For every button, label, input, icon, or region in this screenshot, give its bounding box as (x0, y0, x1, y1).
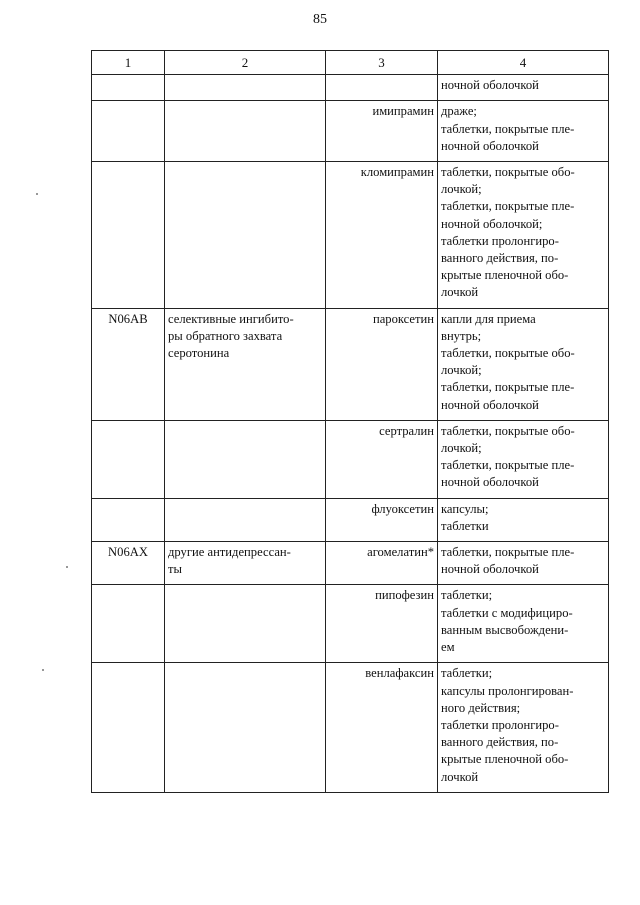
dosage-form-line: таблетки, покрытые обо- (441, 346, 575, 361)
dosage-forms-cell (438, 542, 609, 585)
dosage-forms-cell (438, 585, 609, 663)
group-cell (165, 162, 326, 309)
group-line: другие антидепрессан- (168, 545, 291, 560)
header-col-2: 2 (165, 51, 326, 75)
dosage-form-line: таблетки, покрытые обо- (441, 423, 575, 438)
atc-code-cell (92, 585, 165, 663)
dosage-form-line: таблетки, покрытые пле- (441, 545, 575, 560)
inn-cell: венлафаксин (326, 663, 438, 792)
dosage-forms-cell (438, 162, 609, 309)
drug-table (91, 50, 609, 793)
dosage-form-line: ванного действия, по- (441, 251, 559, 266)
atc-code-cell: N06AX (92, 542, 165, 585)
atc-code-cell (92, 663, 165, 792)
scan-speck (42, 669, 44, 671)
table-row (92, 308, 609, 420)
group-line: серотонина (168, 346, 230, 361)
group-cell (165, 101, 326, 162)
dosage-form-line: ванным высвобождени- (441, 622, 569, 637)
dosage-form-line: крытые пленочной обо- (441, 752, 569, 767)
dosage-form-line: драже; (441, 104, 477, 119)
dosage-form-line: таблетки, покрытые пле- (441, 380, 575, 395)
dosage-form-line: крытые пленочной обо- (441, 268, 569, 283)
group-cell (165, 585, 326, 663)
table-row (92, 498, 609, 541)
dosage-form-line: ночной оболочкой; (441, 216, 543, 231)
dosage-form-line: капсулы; (441, 501, 489, 516)
dosage-forms-cell (438, 663, 609, 792)
table-row (92, 162, 609, 309)
inn-cell: сертралин (326, 420, 438, 498)
header-col-4: 4 (438, 51, 609, 75)
inn-cell: пипофезин (326, 585, 438, 663)
dosage-forms-cell (438, 498, 609, 541)
dosage-form-line: ночной оболочкой (441, 78, 539, 93)
dosage-forms-cell (438, 420, 609, 498)
group-cell (165, 308, 326, 420)
table-row (92, 585, 609, 663)
inn-cell: агомелатин* (326, 542, 438, 585)
dosage-form-line: таблетки пролонгиро- (441, 717, 559, 732)
atc-code-cell (92, 101, 165, 162)
group-cell (165, 420, 326, 498)
dosage-form-line: лочкой (441, 285, 479, 300)
dosage-form-line: лочкой (441, 769, 479, 784)
dosage-forms-cell (438, 75, 609, 101)
atc-code-cell (92, 162, 165, 309)
dosage-form-line: таблетки; (441, 588, 493, 603)
dosage-forms-cell (438, 101, 609, 162)
dosage-form-line: ночной оболочкой (441, 397, 539, 412)
group-cell (165, 542, 326, 585)
dosage-form-line: лочкой; (441, 182, 482, 197)
scan-speck (36, 193, 38, 195)
dosage-form-line: таблетки, покрытые пле- (441, 199, 575, 214)
inn-cell: имипрамин (326, 101, 438, 162)
atc-code-cell: N06AB (92, 308, 165, 420)
table-row (92, 663, 609, 792)
page-number: 85 (313, 12, 327, 27)
group-cell (165, 498, 326, 541)
dosage-form-line: ного действия; (441, 700, 521, 715)
table-body (92, 75, 609, 793)
dosage-forms-cell (438, 308, 609, 420)
group-line: селективные ингибито- (168, 311, 294, 326)
group-line: ты (168, 562, 182, 577)
dosage-form-line: таблетки, покрытые обо- (441, 165, 575, 180)
table-row (92, 542, 609, 585)
group-line: ры обратного захвата (168, 328, 283, 343)
dosage-form-line: капли для приема (441, 311, 536, 326)
dosage-form-line: ночной оболочкой (441, 475, 539, 490)
atc-code-cell (92, 420, 165, 498)
group-cell (165, 663, 326, 792)
inn-cell: кломипрамин (326, 162, 438, 309)
dosage-form-line: таблетки, покрытые пле- (441, 121, 575, 136)
atc-code-cell (92, 75, 165, 101)
table-row (92, 420, 609, 498)
inn-cell: пароксетин (326, 308, 438, 420)
atc-code-cell (92, 498, 165, 541)
dosage-form-line: таблетки; (441, 666, 493, 681)
dosage-form-line: таблетки (441, 518, 489, 533)
header-col-3: 3 (326, 51, 438, 75)
dosage-form-line: ем (441, 640, 455, 655)
table-row (92, 101, 609, 162)
dosage-form-line: внутрь; (441, 328, 482, 343)
dosage-form-line: таблетки, покрытые пле- (441, 458, 575, 473)
dosage-form-line: лочкой; (441, 363, 482, 378)
dosage-form-line: ванного действия, по- (441, 735, 559, 750)
header-col-1: 1 (92, 51, 165, 75)
dosage-form-line: капсулы пролонгирован- (441, 683, 574, 698)
group-cell (165, 75, 326, 101)
table-row (92, 75, 609, 101)
inn-cell: флуоксетин (326, 498, 438, 541)
scan-speck (66, 566, 68, 568)
dosage-form-line: ночной оболочкой (441, 562, 539, 577)
inn-cell (326, 75, 438, 101)
dosage-form-line: ночной оболочкой (441, 138, 539, 153)
header-row (92, 51, 609, 75)
dosage-form-line: таблетки пролонгиро- (441, 233, 559, 248)
dosage-form-line: таблетки с модифициро- (441, 605, 573, 620)
dosage-form-line: лочкой; (441, 441, 482, 456)
